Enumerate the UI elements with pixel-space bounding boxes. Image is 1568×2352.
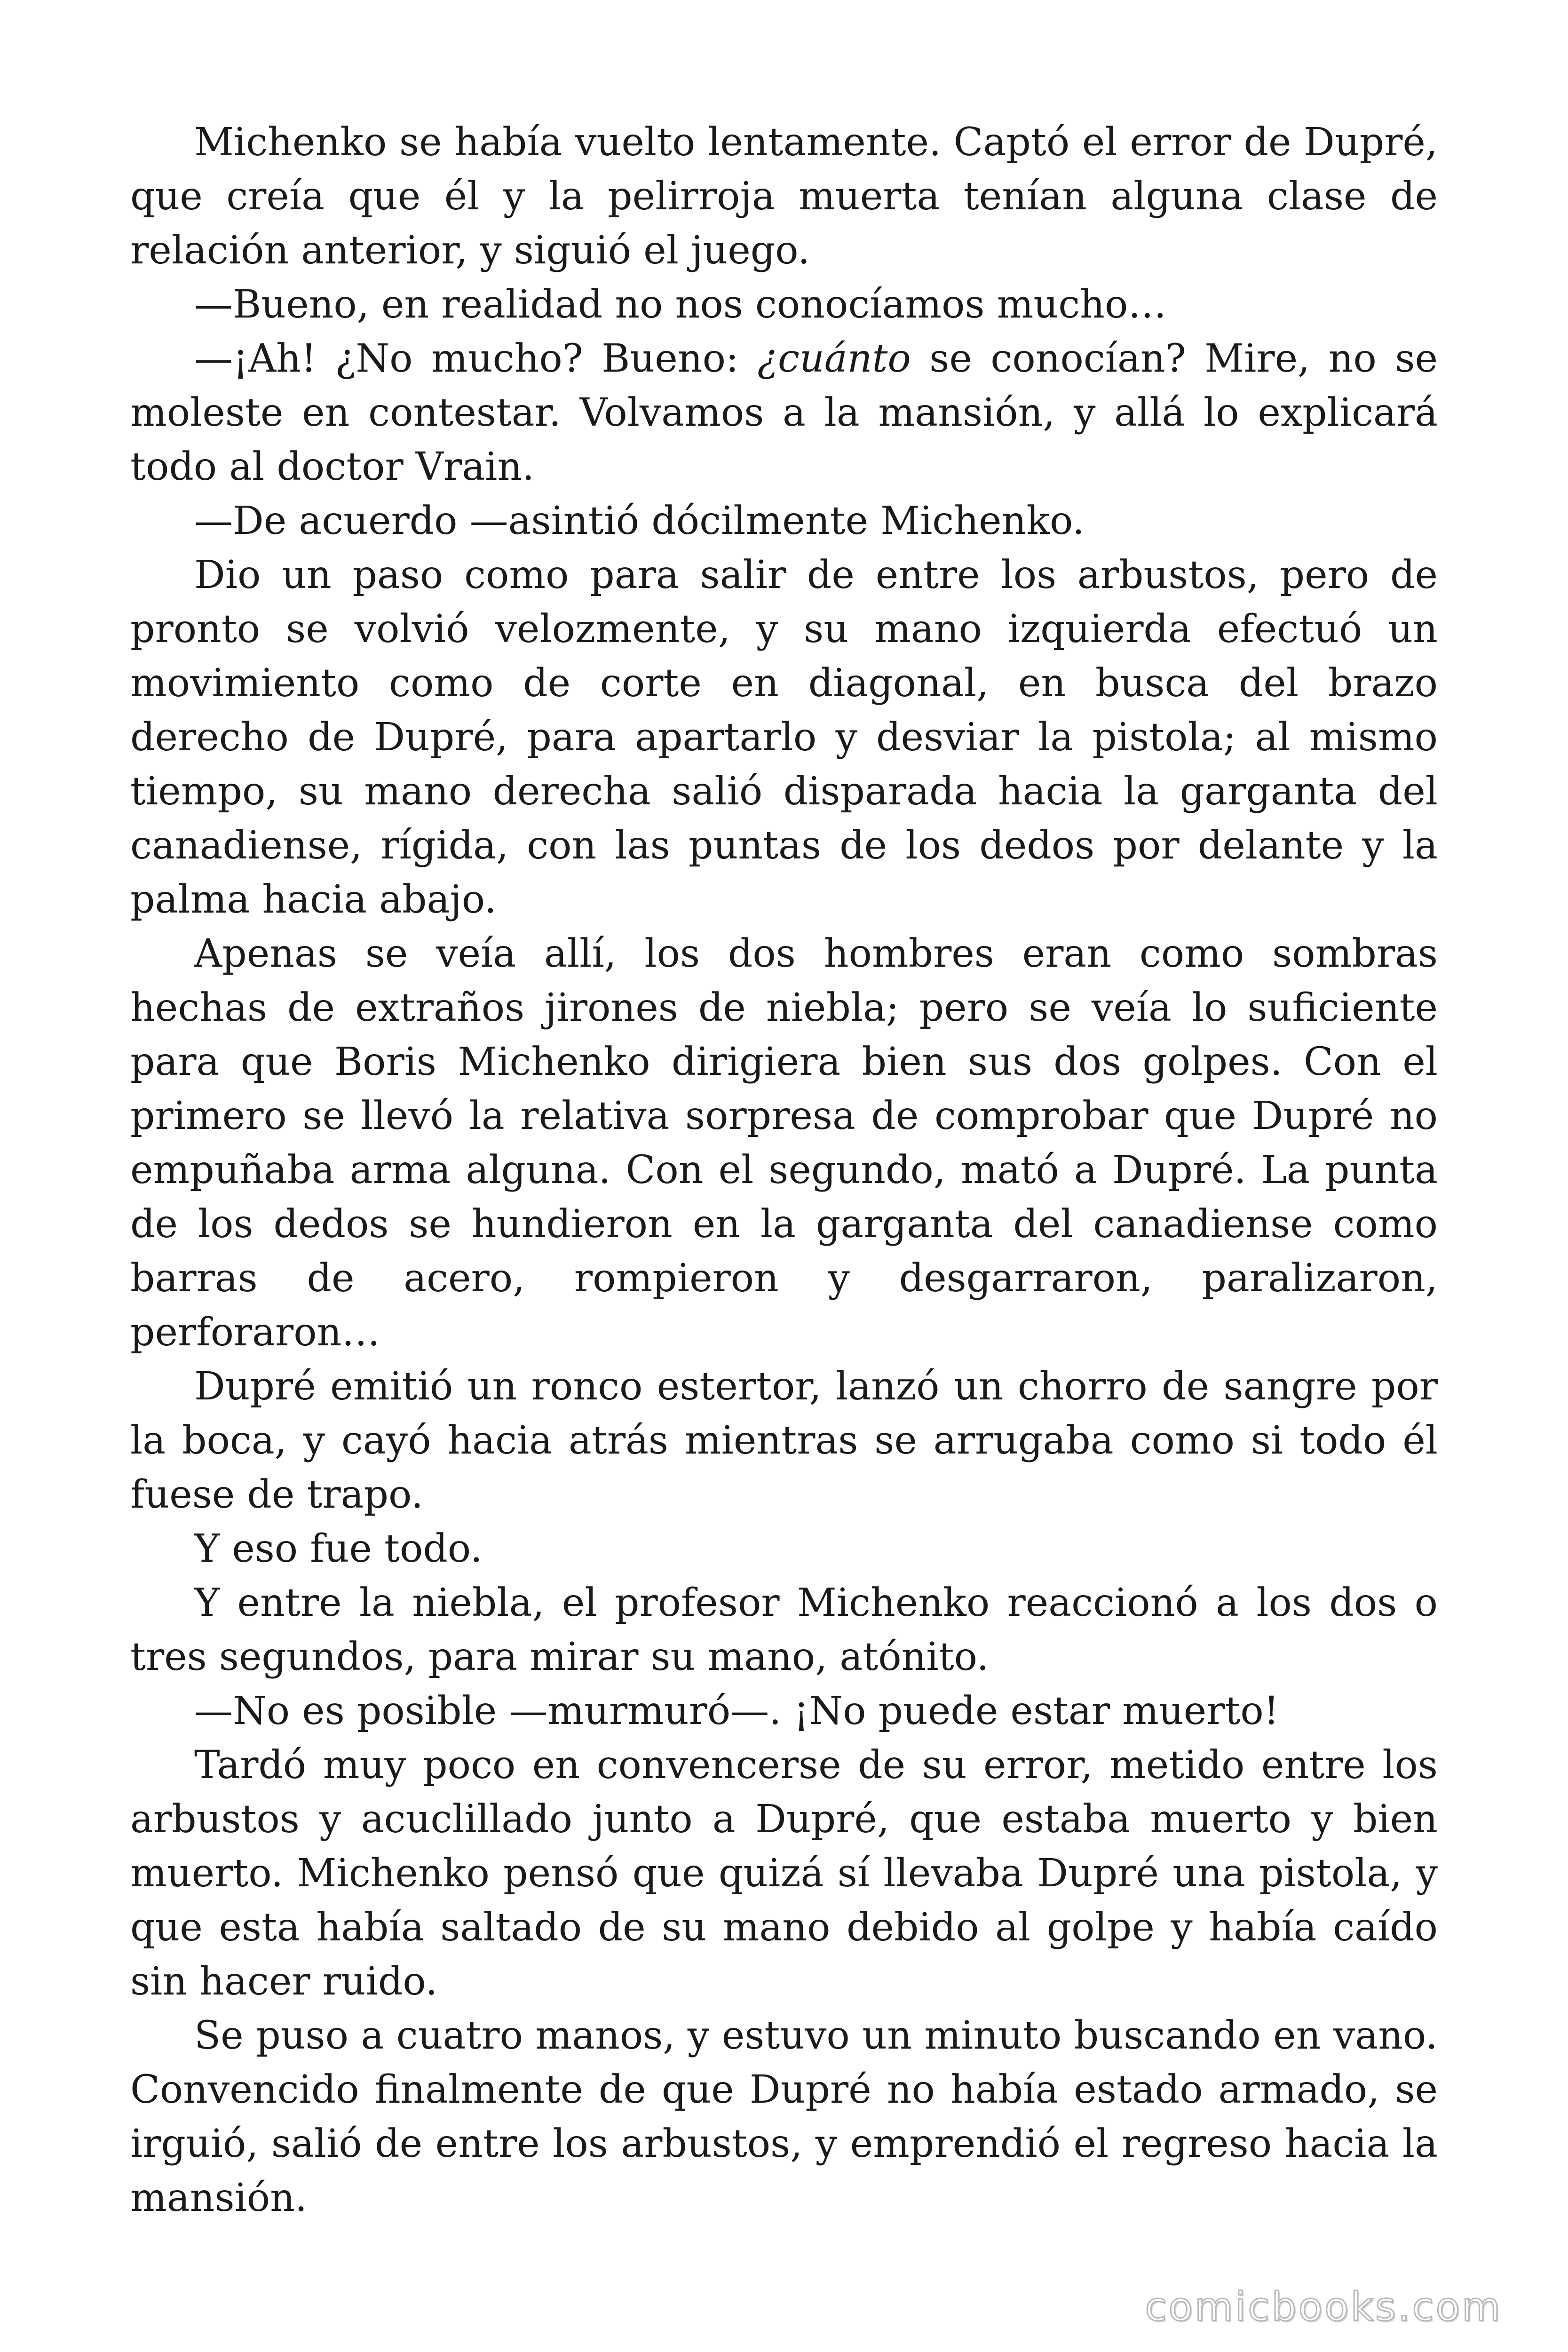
paragraph-3-start: —¡Ah! ¿No mucho? Bueno: xyxy=(194,336,758,381)
paragraph-3-italic: ¿cuánto xyxy=(757,336,911,381)
book-page-text xyxy=(130,115,1438,2225)
paragraph-3 xyxy=(130,332,1438,494)
paragraph-4: —De acuerdo —asintió dócilmente Michenko. xyxy=(194,499,1085,543)
watermark: comicbooks.com xyxy=(1145,2284,1502,2330)
paragraph-5: Dio un paso como para salir de entre los arbustos, pero de pronto se volvió velozmente, y su mano izquierda efectuó un movimiento como de corte en diagonal, en busca del brazo derecho de Dupré, para apartarlo y desviar la pistola; al mismo tiempo, su mano derecha salió disparada hacia la garganta del canadiense, rígida, con las puntas de los dedos por delante y la palma hacia abajo. xyxy=(130,553,1438,922)
paragraph-12: Se puso a cuatro manos, y estuvo un minuto buscando en vano. Convencido finalmente de que Dupré no había estado armado, se irguió, salió de entre los arbustos, y emprendió el regreso hacia la mansión. xyxy=(130,2013,1438,2220)
paragraph-3-end: se conocían? Mire, no se moleste en contestar. Volvamos a la mansión, y allá lo explicará todo al doctor Vrain. xyxy=(130,336,1438,489)
paragraph-10: —No es posible —murmuró—. ¡No puede estar muerto! xyxy=(194,1689,1279,1733)
paragraph-7: Dupré emitió un ronco estertor, lanzó un chorro de sangre por la boca, y cayó hacia atrás mientras se arrugaba como si todo él fuese de trapo. xyxy=(130,1364,1438,1517)
paragraph-11: Tardó muy poco en convencerse de su error, metido entre los arbustos y acuclillado junto a Dupré, que estaba muerto y bien muerto. Michenko pensó que quizá sí llevaba Dupré una pistola, y que esta había saltado de su mano debido al golpe y había caído sin hacer ruido. xyxy=(130,1743,1438,2004)
paragraph-6: Apenas se veía allí, los dos hombres eran como sombras hechas de extraños jirones de niebla; pero se veía lo suficiente para que Boris Michenko dirigiera bien sus dos golpes. Con el primero se llevó la relativa sorpresa de comprobar que Dupré no empuñaba arma alguna. Con el segundo, mató a Dupré. La punta de los dedos se hundieron en la garganta del canadiense como barras de acero, rompieron y desgarraron, paralizaron, perforaron… xyxy=(130,931,1438,1355)
paragraph-1: Michenko se había vuelto lentamente. Captó el error de Dupré, que creía que él y la pelirroja muerta tenían alguna clase de relación anterior, y siguió el juego. xyxy=(130,120,1438,273)
paragraph-9: Y entre la niebla, el profesor Michenko reaccionó a los dos o tres segundos, para mirar su mano, atónito. xyxy=(130,1581,1438,1679)
paragraph-8: Y eso fue todo. xyxy=(194,1526,483,1571)
paragraph-2: —Bueno, en realidad no nos conocíamos mucho… xyxy=(194,282,1167,327)
